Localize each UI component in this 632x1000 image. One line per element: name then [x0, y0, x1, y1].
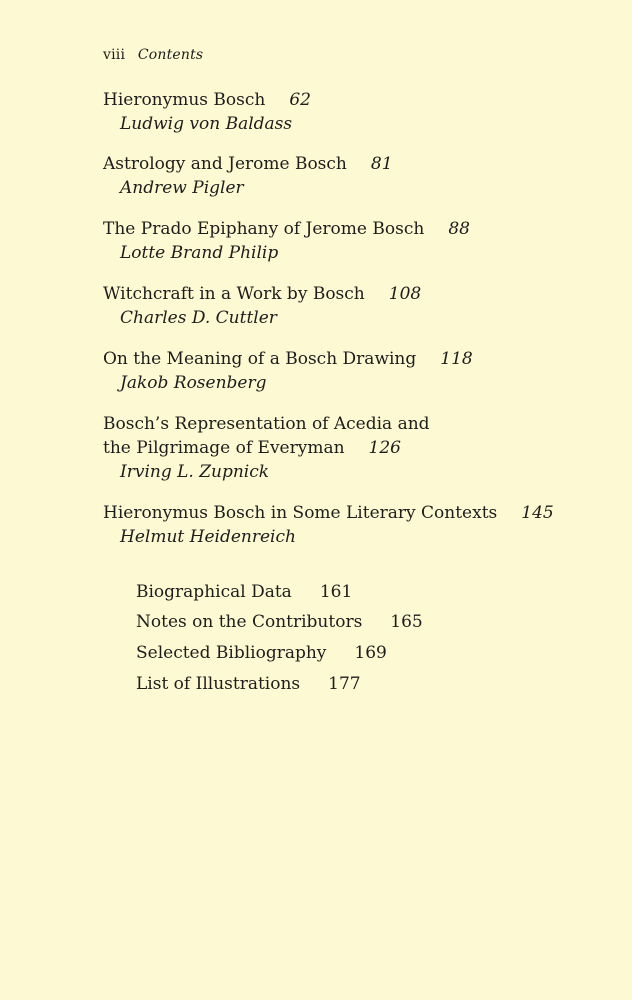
- toc-entry-page: 145: [521, 503, 554, 523]
- back-matter-page: 177: [328, 674, 361, 694]
- toc-entry-author: Charles D. Cuttler: [120, 308, 277, 328]
- toc-entry: [103, 347, 473, 395]
- toc-entry-page: 81: [370, 154, 393, 174]
- toc-entry-title: Witchcraft in a Work by Bosch: [103, 284, 365, 304]
- toc-entry-author: Jakob Rosenberg: [120, 373, 267, 393]
- toc-entry-title: On the Meaning of a Bosch Drawing: [103, 349, 417, 369]
- toc-entry: [103, 152, 393, 200]
- back-matter-page: 165: [390, 612, 423, 632]
- toc-entry: [103, 412, 430, 484]
- toc-entry-title-line: [103, 501, 554, 525]
- toc-entry-title: Hieronymus Bosch in Some Literary Contexts: [103, 503, 498, 523]
- toc-entry-title-line: [103, 347, 473, 371]
- toc-entry-author: Irving L. Zupnick: [120, 462, 270, 482]
- back-matter-entry: [136, 672, 361, 696]
- toc-entry: [103, 217, 470, 265]
- toc-entry-title-line-1: Bosch’s Representation of Acedia and: [103, 414, 430, 434]
- toc-entry-author: Andrew Pigler: [120, 178, 244, 198]
- toc-entry: [103, 88, 311, 136]
- toc-entry-title: the Pilgrimage of Everyman: [103, 438, 345, 458]
- back-matter-entry: [136, 610, 423, 634]
- toc-entry-page: 88: [448, 219, 470, 239]
- toc-entry-title-line: [103, 282, 421, 306]
- page-number: viii: [103, 47, 126, 63]
- toc-entry-page: 108: [388, 284, 422, 304]
- toc-entry-title: Astrology and Jerome Bosch: [103, 154, 347, 174]
- toc-entry-title-line: [103, 152, 393, 176]
- toc-entry-author: Ludwig von Baldass: [120, 114, 293, 134]
- toc-entry-page: 62: [289, 90, 311, 110]
- back-matter-title: Notes on the Contributors: [136, 612, 363, 632]
- running-header: [103, 47, 203, 63]
- toc-entry-page: 126: [368, 438, 401, 458]
- back-matter-entry: [136, 641, 387, 665]
- toc-entry-title-line: [103, 88, 311, 112]
- back-matter-page: 169: [354, 643, 387, 663]
- back-matter-title: Biographical Data: [136, 582, 292, 602]
- back-matter-title: Selected Bibliography: [136, 643, 327, 663]
- toc-entry-author: Lotte Brand Philip: [120, 243, 279, 263]
- toc-entry: [103, 282, 421, 330]
- back-matter-page: 161: [319, 582, 353, 602]
- toc-entry-title-line: [103, 217, 470, 241]
- toc-entry-title: The Prado Epiphany of Jerome Bosch: [103, 219, 425, 239]
- toc-entry: [103, 501, 554, 549]
- toc-entry-title-line-2: [103, 436, 430, 460]
- toc-entry-page: 118: [440, 349, 473, 369]
- back-matter-title: List of Illustrations: [136, 674, 301, 694]
- running-title: Contents: [137, 47, 204, 63]
- toc-entry-author: Helmut Heidenreich: [120, 527, 296, 547]
- back-matter-entry: [136, 580, 352, 604]
- toc-entry-title: Hieronymus Bosch: [103, 90, 266, 110]
